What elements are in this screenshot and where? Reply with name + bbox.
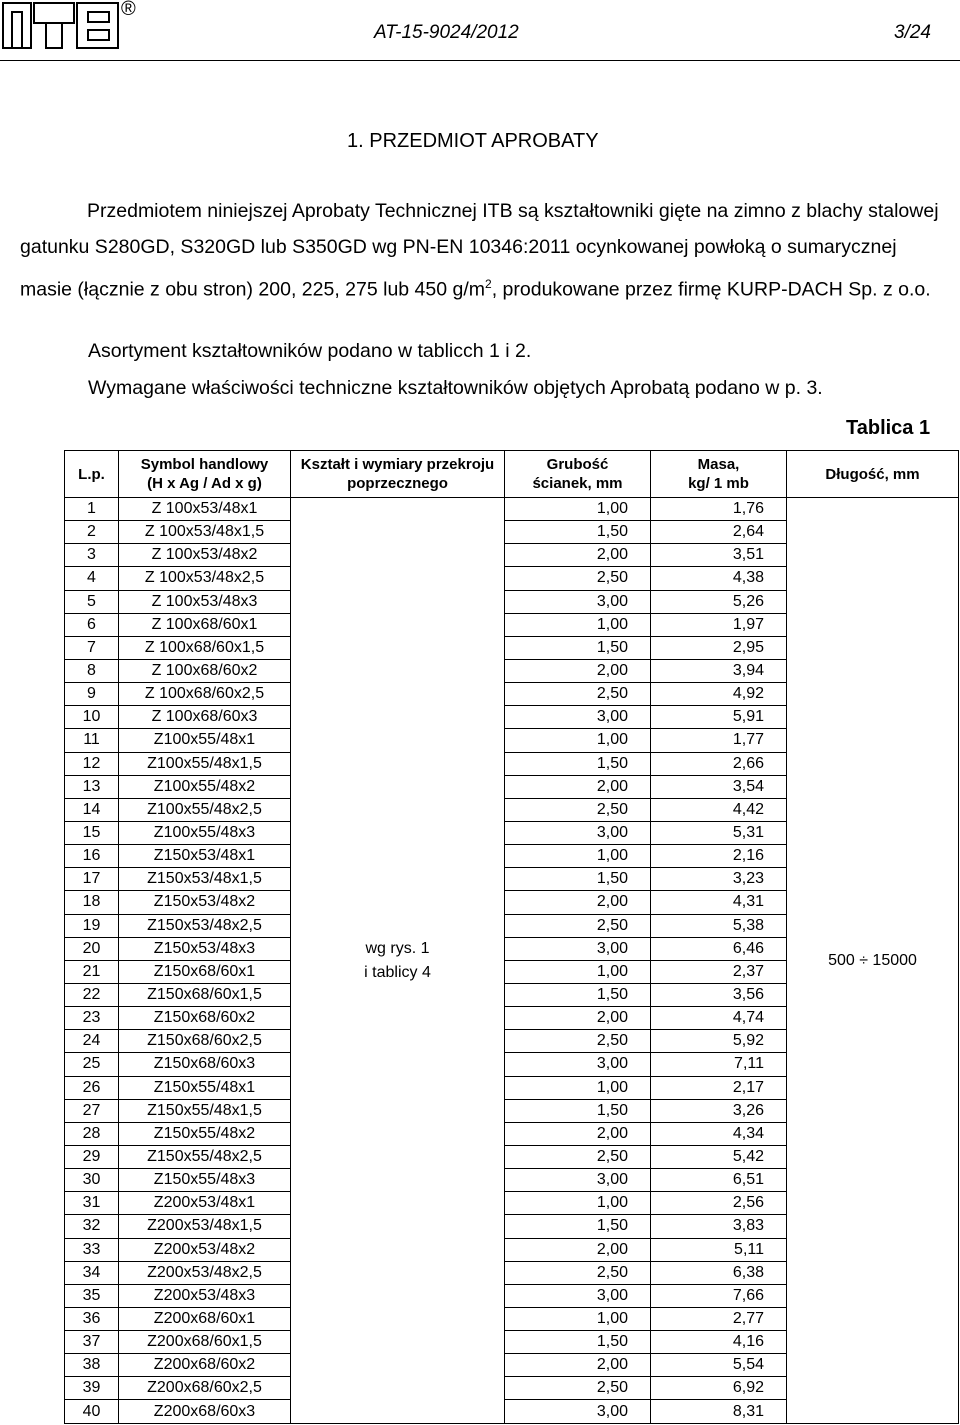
mass-per-meter: 1,76 xyxy=(651,498,787,521)
row-number: 9 xyxy=(65,683,119,706)
mass-per-meter: 3,94 xyxy=(651,659,787,682)
row-number: 14 xyxy=(65,798,119,821)
trade-symbol: Z150x53/48x1,5 xyxy=(119,868,291,891)
registered-mark: ® xyxy=(121,0,136,20)
wall-thickness: 1,50 xyxy=(505,1331,651,1354)
mass-per-meter: 4,31 xyxy=(651,891,787,914)
wall-thickness: 2,50 xyxy=(505,914,651,937)
trade-symbol: Z150x68/60x2,5 xyxy=(119,1030,291,1053)
trade-symbol: Z150x55/48x2 xyxy=(119,1122,291,1145)
profiles-table xyxy=(64,450,959,1424)
wall-thickness: 2,50 xyxy=(505,683,651,706)
trade-symbol: Z100x55/48x1 xyxy=(119,729,291,752)
wall-thickness: 2,00 xyxy=(505,544,651,567)
mass-per-meter: 2,16 xyxy=(651,845,787,868)
wall-thickness: 1,50 xyxy=(505,1099,651,1122)
row-number: 22 xyxy=(65,983,119,1006)
wall-thickness: 1,50 xyxy=(505,868,651,891)
wall-thickness: 3,00 xyxy=(505,1053,651,1076)
wall-thickness: 3,00 xyxy=(505,937,651,960)
wall-thickness: 1,00 xyxy=(505,1192,651,1215)
row-number: 8 xyxy=(65,659,119,682)
assortment-line: Asortyment kształtowników podano w tablicch 1 i 2. xyxy=(88,340,532,362)
wall-thickness: 3,00 xyxy=(505,590,651,613)
wall-thickness: 1,50 xyxy=(505,983,651,1006)
row-number: 6 xyxy=(65,613,119,636)
trade-symbol: Z 100x53/48x1 xyxy=(119,498,291,521)
header-rule xyxy=(0,60,960,61)
table-row xyxy=(65,498,959,521)
shape-note-line2: i tablicy 4 xyxy=(364,963,431,981)
header-lp: L.p. xyxy=(65,451,119,498)
wall-thickness: 2,50 xyxy=(505,1030,651,1053)
trade-symbol: Z200x53/48x2 xyxy=(119,1238,291,1261)
mass-per-meter: 4,42 xyxy=(651,798,787,821)
row-number: 34 xyxy=(65,1261,119,1284)
wall-thickness: 1,00 xyxy=(505,1076,651,1099)
row-number: 25 xyxy=(65,1053,119,1076)
trade-symbol: Z200x53/48x1,5 xyxy=(119,1215,291,1238)
mass-per-meter: 6,38 xyxy=(651,1261,787,1284)
row-number: 30 xyxy=(65,1169,119,1192)
row-number: 12 xyxy=(65,752,119,775)
trade-symbol: Z 100x68/60x1,5 xyxy=(119,636,291,659)
header-symbol-line1: Symbol handlowy xyxy=(140,456,269,473)
mass-per-meter: 7,66 xyxy=(651,1284,787,1307)
wall-thickness: 2,00 xyxy=(505,891,651,914)
header-mass-line2: kg/ 1 mb xyxy=(688,475,749,492)
mass-per-meter: 5,92 xyxy=(651,1030,787,1053)
mass-per-meter: 5,91 xyxy=(651,706,787,729)
row-number: 17 xyxy=(65,868,119,891)
mass-per-meter: 3,51 xyxy=(651,544,787,567)
trade-symbol: Z 100x53/48x2 xyxy=(119,544,291,567)
wall-thickness: 3,00 xyxy=(505,821,651,844)
header-shape xyxy=(291,451,505,498)
mass-per-meter: 4,16 xyxy=(651,1331,787,1354)
mass-per-meter: 4,92 xyxy=(651,683,787,706)
row-number: 7 xyxy=(65,636,119,659)
mass-per-meter: 3,83 xyxy=(651,1215,787,1238)
mass-per-meter: 6,51 xyxy=(651,1169,787,1192)
trade-symbol: Z150x55/48x1 xyxy=(119,1076,291,1099)
wall-thickness: 2,00 xyxy=(505,1007,651,1030)
shape-note-line1: wg rys. 1 xyxy=(365,939,430,957)
row-number: 19 xyxy=(65,914,119,937)
mass-per-meter: 1,77 xyxy=(651,729,787,752)
header-thickness xyxy=(505,451,651,498)
row-number: 15 xyxy=(65,821,119,844)
section-title: 1. PRZEDMIOT APROBATY xyxy=(347,130,599,152)
row-number: 1 xyxy=(65,498,119,521)
wall-thickness: 2,00 xyxy=(505,1354,651,1377)
trade-symbol: Z200x68/60x1 xyxy=(119,1307,291,1330)
header-mass xyxy=(651,451,787,498)
trade-symbol: Z 100x53/48x2,5 xyxy=(119,567,291,590)
row-number: 38 xyxy=(65,1354,119,1377)
wall-thickness: 2,00 xyxy=(505,659,651,682)
trade-symbol: Z 100x53/48x3 xyxy=(119,590,291,613)
trade-symbol: Z150x68/60x1 xyxy=(119,960,291,983)
row-number: 29 xyxy=(65,1145,119,1168)
trade-symbol: Z200x53/48x1 xyxy=(119,1192,291,1215)
wall-thickness: 1,00 xyxy=(505,845,651,868)
header-symbol xyxy=(119,451,291,498)
table-header-row xyxy=(65,451,959,498)
trade-symbol: Z200x68/60x3 xyxy=(119,1400,291,1424)
mass-per-meter: 3,56 xyxy=(651,983,787,1006)
mass-per-meter: 8,31 xyxy=(651,1400,787,1424)
trade-symbol: Z100x55/48x1,5 xyxy=(119,752,291,775)
trade-symbol: Z150x53/48x2,5 xyxy=(119,914,291,937)
mass-per-meter: 5,38 xyxy=(651,914,787,937)
document-id: AT-15-9024/2012 xyxy=(374,22,519,43)
trade-symbol: Z 100x68/60x2,5 xyxy=(119,683,291,706)
mass-per-meter: 5,54 xyxy=(651,1354,787,1377)
length-range: 500 ÷ 15000 xyxy=(787,498,959,1424)
mass-per-meter: 2,37 xyxy=(651,960,787,983)
table-label: Tablica 1 xyxy=(846,417,931,439)
paragraph-end: , produkowane przez firmę KURP-DACH Sp. z o.o. xyxy=(491,278,931,301)
trade-symbol: Z100x55/48x3 xyxy=(119,821,291,844)
trade-symbol: Z150x53/48x2 xyxy=(119,891,291,914)
intro-paragraph-text xyxy=(20,193,942,308)
row-number: 28 xyxy=(65,1122,119,1145)
wall-thickness: 2,50 xyxy=(505,1377,651,1400)
mass-per-meter: 2,95 xyxy=(651,636,787,659)
mass-per-meter: 3,26 xyxy=(651,1099,787,1122)
intro-paragraph xyxy=(20,193,942,308)
row-number: 2 xyxy=(65,521,119,544)
row-number: 36 xyxy=(65,1307,119,1330)
trade-symbol: Z100x55/48x2,5 xyxy=(119,798,291,821)
trade-symbol: Z150x53/48x3 xyxy=(119,937,291,960)
wall-thickness: 3,00 xyxy=(505,1284,651,1307)
wall-thickness: 3,00 xyxy=(505,1169,651,1192)
unit-superscript: 2 xyxy=(485,276,492,291)
mass-per-meter: 3,54 xyxy=(651,775,787,798)
trade-symbol: Z200x53/48x3 xyxy=(119,1284,291,1307)
row-number: 39 xyxy=(65,1377,119,1400)
header-symbol-line2: (H x Ag / Ad x g) xyxy=(147,475,262,492)
wall-thickness: 2,50 xyxy=(505,1261,651,1284)
row-number: 16 xyxy=(65,845,119,868)
mass-per-meter: 5,31 xyxy=(651,821,787,844)
row-number: 26 xyxy=(65,1076,119,1099)
mass-per-meter: 5,26 xyxy=(651,590,787,613)
header-mass-line1: Masa, xyxy=(697,456,740,473)
row-number: 13 xyxy=(65,775,119,798)
row-number: 11 xyxy=(65,729,119,752)
row-number: 32 xyxy=(65,1215,119,1238)
wall-thickness: 1,00 xyxy=(505,498,651,521)
mass-per-meter: 3,23 xyxy=(651,868,787,891)
header-shape-line2: poprzecznego xyxy=(347,475,448,492)
mass-per-meter: 5,11 xyxy=(651,1238,787,1261)
trade-symbol: Z200x68/60x2 xyxy=(119,1354,291,1377)
row-number: 20 xyxy=(65,937,119,960)
page-number: 3/24 xyxy=(894,22,931,43)
header-shape-line1: Kształt i wymiary przekroju xyxy=(300,456,495,473)
trade-symbol: Z150x68/60x2 xyxy=(119,1007,291,1030)
mass-per-meter: 2,66 xyxy=(651,752,787,775)
table-body xyxy=(65,498,959,1424)
row-number: 33 xyxy=(65,1238,119,1261)
trade-symbol: Z150x53/48x1 xyxy=(119,845,291,868)
trade-symbol: Z150x68/60x1,5 xyxy=(119,983,291,1006)
row-number: 5 xyxy=(65,590,119,613)
wall-thickness: 1,00 xyxy=(505,729,651,752)
header-thickness-line2: ścianek, mm xyxy=(532,475,623,492)
wall-thickness: 1,50 xyxy=(505,752,651,775)
paragraph-start: Przedmiotem niniejszej Aprobaty Technicznej ITB są kształtowniki gięte na zimno z blachy stalowej gatunku S280GD, S320GD lub S350GD wg PN-EN 10346:2011 ocynkowanej powłoką o sumarycznej masie (łącznie z obu stron) 200, 225, 275 lub 450 g/m xyxy=(20,200,939,301)
mass-per-meter: 1,97 xyxy=(651,613,787,636)
mass-per-meter: 2,17 xyxy=(651,1076,787,1099)
mass-per-meter: 6,46 xyxy=(651,937,787,960)
trade-symbol: Z150x68/60x3 xyxy=(119,1053,291,1076)
wall-thickness: 1,50 xyxy=(505,636,651,659)
row-number: 37 xyxy=(65,1331,119,1354)
trade-symbol: Z 100x53/48x1,5 xyxy=(119,521,291,544)
mass-per-meter: 4,74 xyxy=(651,1007,787,1030)
row-number: 27 xyxy=(65,1099,119,1122)
mass-per-meter: 2,56 xyxy=(651,1192,787,1215)
mass-per-meter: 4,34 xyxy=(651,1122,787,1145)
wall-thickness: 2,50 xyxy=(505,567,651,590)
trade-symbol: Z 100x68/60x1 xyxy=(119,613,291,636)
wall-thickness: 1,00 xyxy=(505,613,651,636)
trade-symbol: Z150x55/48x1,5 xyxy=(119,1099,291,1122)
row-number: 31 xyxy=(65,1192,119,1215)
wall-thickness: 2,00 xyxy=(505,1238,651,1261)
row-number: 24 xyxy=(65,1030,119,1053)
mass-per-meter: 7,11 xyxy=(651,1053,787,1076)
mass-per-meter: 5,42 xyxy=(651,1145,787,1168)
wall-thickness: 1,50 xyxy=(505,1215,651,1238)
trade-symbol: Z200x68/60x2,5 xyxy=(119,1377,291,1400)
trade-symbol: Z200x53/48x2,5 xyxy=(119,1261,291,1284)
wall-thickness: 3,00 xyxy=(505,706,651,729)
row-number: 23 xyxy=(65,1007,119,1030)
row-number: 18 xyxy=(65,891,119,914)
wall-thickness: 2,50 xyxy=(505,1145,651,1168)
mass-per-meter: 2,77 xyxy=(651,1307,787,1330)
itb-logo xyxy=(2,2,120,50)
wall-thickness: 2,00 xyxy=(505,775,651,798)
header-length: Długość, mm xyxy=(787,451,959,498)
trade-symbol: Z150x55/48x3 xyxy=(119,1169,291,1192)
wall-thickness: 1,50 xyxy=(505,521,651,544)
trade-symbol: Z 100x68/60x2 xyxy=(119,659,291,682)
mass-per-meter: 4,38 xyxy=(651,567,787,590)
trade-symbol: Z 100x68/60x3 xyxy=(119,706,291,729)
row-number: 35 xyxy=(65,1284,119,1307)
wall-thickness: 1,00 xyxy=(505,960,651,983)
shape-reference xyxy=(291,498,505,1424)
wall-thickness: 2,50 xyxy=(505,798,651,821)
header-thickness-line1: Grubość xyxy=(546,456,609,473)
wall-thickness: 1,00 xyxy=(505,1307,651,1330)
mass-per-meter: 2,64 xyxy=(651,521,787,544)
trade-symbol: Z100x55/48x2 xyxy=(119,775,291,798)
row-number: 40 xyxy=(65,1400,119,1424)
properties-line: Wymagane właściwości techniczne kształtowników objętych Aprobatą podano w p. 3. xyxy=(88,377,823,399)
wall-thickness: 3,00 xyxy=(505,1400,651,1424)
row-number: 21 xyxy=(65,960,119,983)
wall-thickness: 2,00 xyxy=(505,1122,651,1145)
trade-symbol: Z150x55/48x2,5 xyxy=(119,1145,291,1168)
mass-per-meter: 6,92 xyxy=(651,1377,787,1400)
row-number: 10 xyxy=(65,706,119,729)
trade-symbol: Z200x68/60x1,5 xyxy=(119,1331,291,1354)
row-number: 3 xyxy=(65,544,119,567)
row-number: 4 xyxy=(65,567,119,590)
